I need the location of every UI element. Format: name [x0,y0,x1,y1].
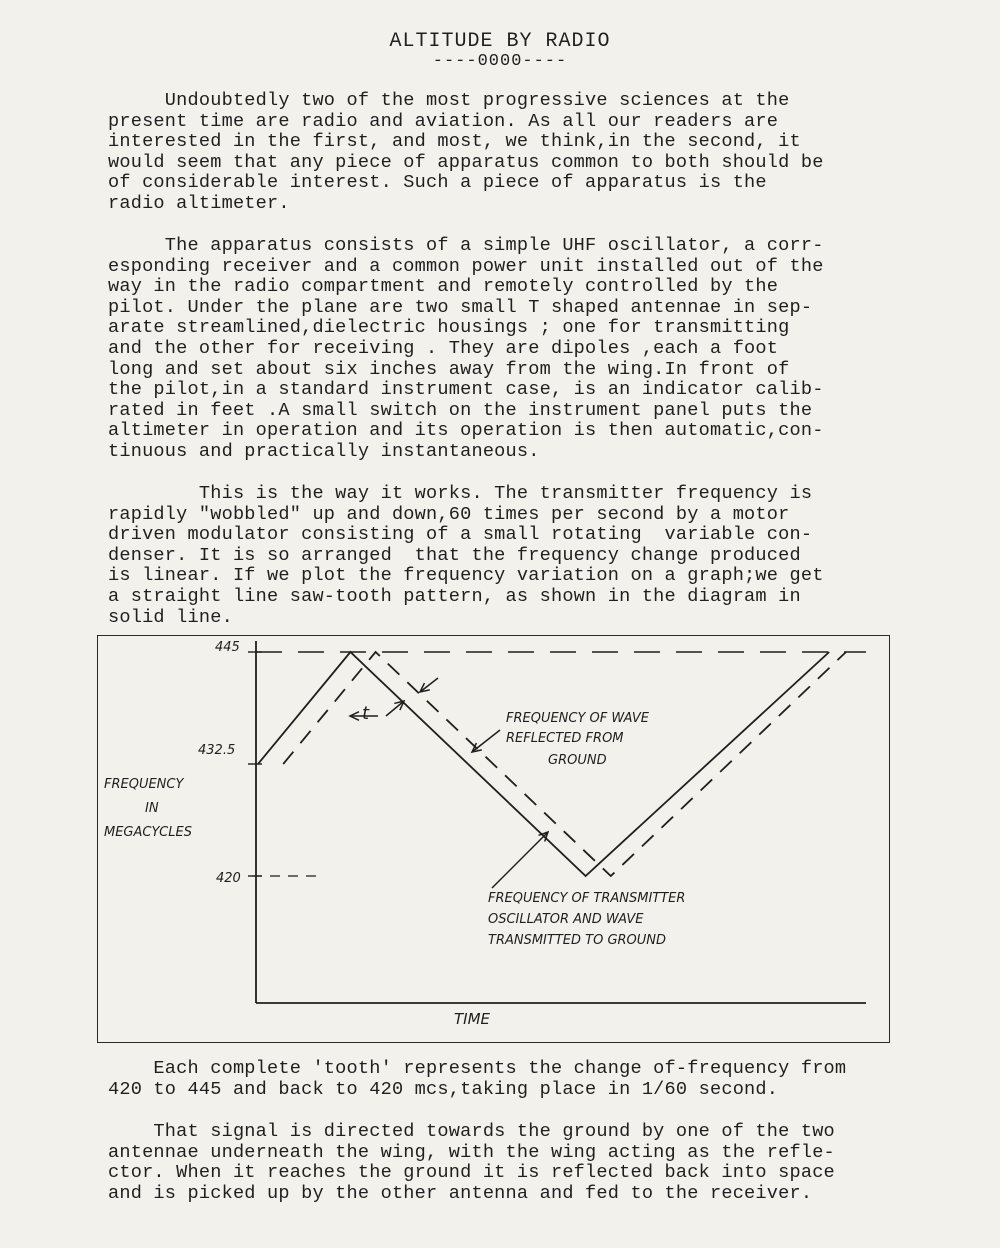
paragraph-line: driven modulator consisting of a small rotating variable con- [108,524,813,546]
transmitted-label-line: OSCILLATOR AND WAVE [488,912,644,927]
paragraph-line: pilot. Under the plane are two small T shaped antennae in sep- [108,296,813,318]
paragraph-line: rapidly "wobbled" up and down,60 times per second by a motor [108,503,790,525]
y-axis-label-line: FREQUENCY [104,777,184,792]
paragraph-line: Each complete 'tooth' represents the change of-frequency from [108,1058,847,1079]
paragraph-line: and the other for receiving . They are dipoles ,each a foot [108,337,779,359]
paragraph-signal-path [108,1122,908,1204]
paragraph-line: long and set about six inches away from the wing.In front of [108,358,790,380]
paragraph-line: solid line. [108,606,233,628]
y-axis-label-line: IN [145,801,159,816]
paragraph-line: This is the way it works. The transmitter frequency is [108,483,813,504]
paragraph-line: and is picked up by the other antenna and fed to the receiver. [108,1182,813,1204]
paragraph-line: The apparatus consists of a simple UHF oscillator, a corr- [108,235,824,256]
time-offset-label: t [362,703,370,724]
title-separator: ----0000---- [432,52,568,71]
paragraph-line: present time are radio and aviation. As all our readers are [108,110,779,132]
y-tick-label: 420 [216,871,241,886]
reflected-label-line: FREQUENCY OF WAVE [506,711,649,726]
page-title: ALTITUDE BY RADIO [389,30,611,53]
paragraph-line: altimeter in operation and its operation is then automatic,con- [108,420,824,442]
paragraph-line: would seem that any piece of apparatus common to both should be [108,151,824,173]
paragraph-line: tinuous and practically instantaneous. [108,440,540,462]
paragraph-line: is linear. If we plot the frequency variation on a graph;we get [108,565,824,587]
paragraph-line: antennae underneath the wing, with the wing acting as the refle- [108,1141,835,1163]
y-tick-label: 432.5 [198,743,236,758]
series-line-transmitted [258,652,829,876]
paragraph-line: a straight line saw-tooth pattern, as shown in the diagram in [108,585,801,607]
transmitted-label-line: FREQUENCY OF TRANSMITTER [488,891,686,906]
x-axis-label: TIME [454,1010,491,1028]
paragraph-line: way in the radio compartment and remotely controlled by the [108,276,779,298]
paragraph-line: rated in feet .A small switch on the instrument panel puts the [108,399,813,421]
transmitted-label-line: TRANSMITTED TO GROUND [488,933,667,948]
arrow-reflected-label [472,730,500,752]
paragraph-line: 420 to 445 and back to 420 mcs,taking place in 1/60 second. [108,1078,779,1100]
paragraph-line: of considerable interest. Such a piece of apparatus is the [108,172,767,194]
paragraph-tooth-explanation [108,1059,908,1100]
reflected-label-line: REFLECTED FROM [506,731,624,746]
reflected-label-line: GROUND [548,753,607,768]
arrow-transmitted-label [492,832,548,888]
paragraph-line: denser. It is so arranged that the frequency change produced [108,544,801,566]
paragraph-line: the pilot,in a standard instrument case, is an indicator calib- [108,379,824,401]
y-axis-label-line: MEGACYCLES [104,825,192,840]
paragraph-line: That signal is directed towards the ground by one of the two [108,1121,835,1142]
paragraph-line: radio altimeter. [108,192,290,214]
paragraph-line: esponding receiver and a common power unit installed out of the [108,255,824,277]
y-tick-label: 445 [215,640,240,655]
paragraph-line: arate streamlined,dielectric housings ; one for transmitting [108,317,790,339]
paragraph-line: interested in the first, and most, we think,in the second, it [108,131,801,153]
paragraph-line: Undoubtedly two of the most progressive sciences at the [108,90,790,111]
paragraph-line: ctor. When it reaches the ground it is reflected back into space [108,1162,835,1184]
